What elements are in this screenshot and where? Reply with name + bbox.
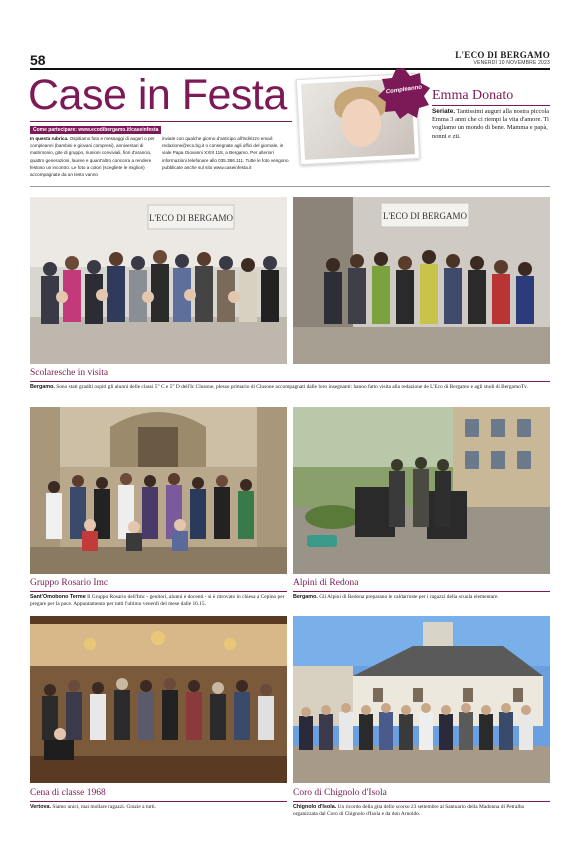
caption-title-scolaresche: Scolaresche in visita	[30, 368, 109, 378]
caption-place-cena: Vertova.	[30, 804, 51, 810]
caption-place-scolaresche: Bergamo.	[30, 384, 55, 390]
caption-place-coro: Chignolo d'Isola.	[293, 804, 337, 810]
page-number: 58	[30, 52, 46, 68]
birthday-text	[432, 108, 550, 141]
caption-title-rosario: Gruppo Rosario Imc	[30, 578, 109, 588]
caption-title-cena: Cena di classe 1968	[30, 788, 106, 798]
caption-text-alpini	[293, 594, 550, 601]
caption-body-alpini: Gli Alpini di Redona preparano le caldarroste per i ragazzi della scuola elementare.	[319, 594, 499, 600]
caption-rule-coro	[293, 801, 550, 802]
section-title: Case in Festa	[28, 71, 287, 119]
caption-text-coro	[293, 804, 550, 819]
caption-rule-scolaresche	[30, 381, 550, 382]
caption-title-alpini: Alpini di Redona	[293, 578, 359, 588]
how-to-column-1	[30, 135, 158, 178]
caption-text-cena	[30, 804, 287, 811]
birthday-rule	[432, 105, 550, 106]
caption-title-coro: Coro di Chignolo d'Isola	[293, 788, 387, 798]
top-rule	[30, 68, 550, 70]
caption-text-scolaresche	[30, 384, 550, 391]
how-to-text-1: Ospitiamo foto e messaggi di auguri o per compleanni (bambini e giovani compresi), anniversari di matrimonio, gite di gruppo, riunioni conviviali, fiori d'arancio, quattro generazioni, lauree e quant'altro concorra a rendere festoso un incontro. Le foto a colori (scegliete le migliori) accompagnate da un testo vanno	[30, 136, 155, 178]
how-to-label: Come partecipare: www.ecodibergamo.it/caseinfesta	[30, 126, 161, 134]
photo-scolaresche-1	[30, 197, 287, 364]
mid-rule	[30, 186, 550, 187]
caption-body-scolaresche: Sono stati graditi ospiti gli alunni delle classi 5° C e 5° D dell'Ic Clusone, plesso primario di Clusone accompagnati dalle loro insegnanti: hanno fatto visita alla redazione de L'Eco di Bergamo e agli studi di BergamoTv.	[56, 384, 528, 390]
birthday-place: Seriate.	[432, 108, 456, 115]
caption-body-coro: Un ricordo della gita dello scorso 23 settembre al Santuario della Madonna di Petralba organizzata dal Coro di Chignolo d'Isola e da don Arnoldo.	[293, 804, 524, 818]
masthead-date: VENERDÌ 10 NOVEMBRE 2023	[473, 60, 550, 66]
masthead	[455, 50, 550, 66]
caption-body-cena: Siamo unici, mai mollare ragazzi. Grazie a tutti.	[52, 804, 156, 810]
masthead-name: L'ECO DI BERGAMO	[455, 50, 550, 60]
caption-rule-rosario	[30, 591, 287, 592]
caption-body-rosario: Il Gruppo Rosario dell'Imc - genitori, alunni e docenti - si è ritrovato in chiesa a Cepino per pregare per la pace. Appuntamento per tutti l'ultimo venerdì del mese dalle 16.15.	[30, 594, 285, 608]
how-to-lead: In questa rubrica.	[30, 136, 69, 141]
photo-alpini	[293, 407, 550, 574]
photo-coro	[293, 616, 550, 783]
caption-place-rosario: Sant'Omobono Terme	[30, 594, 86, 600]
caption-rule-cena	[30, 801, 287, 802]
section-rule	[30, 121, 292, 122]
birthday-badge-label: Compleanno	[385, 84, 423, 96]
photo-scolaresche-2	[293, 197, 550, 364]
birthday-name: Emma Donato	[432, 88, 514, 103]
photo-banner-1: L'ECO DI BERGAMO	[148, 213, 234, 223]
photo-banner-2: L'ECO DI BERGAMO	[382, 211, 468, 221]
photo-cena	[30, 616, 287, 783]
caption-text-rosario	[30, 594, 287, 609]
caption-rule-alpini	[293, 591, 550, 592]
birthday-message: Tantissimi auguri alla nostra piccola Emma 3 anni che ci riempi la vita d'amore. Ti vogliamo un mondo di bene. Mamma e papà, nonni e zii.	[432, 108, 550, 140]
photo-rosario	[30, 407, 287, 574]
caption-place-alpini: Bergamo.	[293, 594, 318, 600]
how-to-column-2	[162, 135, 290, 171]
how-to-text-2: inviate con qualche giorno d'anticipo all'indirizzo email: redazione@eco.bg.it o consegnate agli uffici del giornale, in viale Papa Giovanni XXIII 118, a Bergamo. Per ulteriori informazioni telefonare allo 035.386.111. Tutte le foto vengono pubblicate anche sul sito www.caseinfesta.it	[162, 136, 289, 170]
